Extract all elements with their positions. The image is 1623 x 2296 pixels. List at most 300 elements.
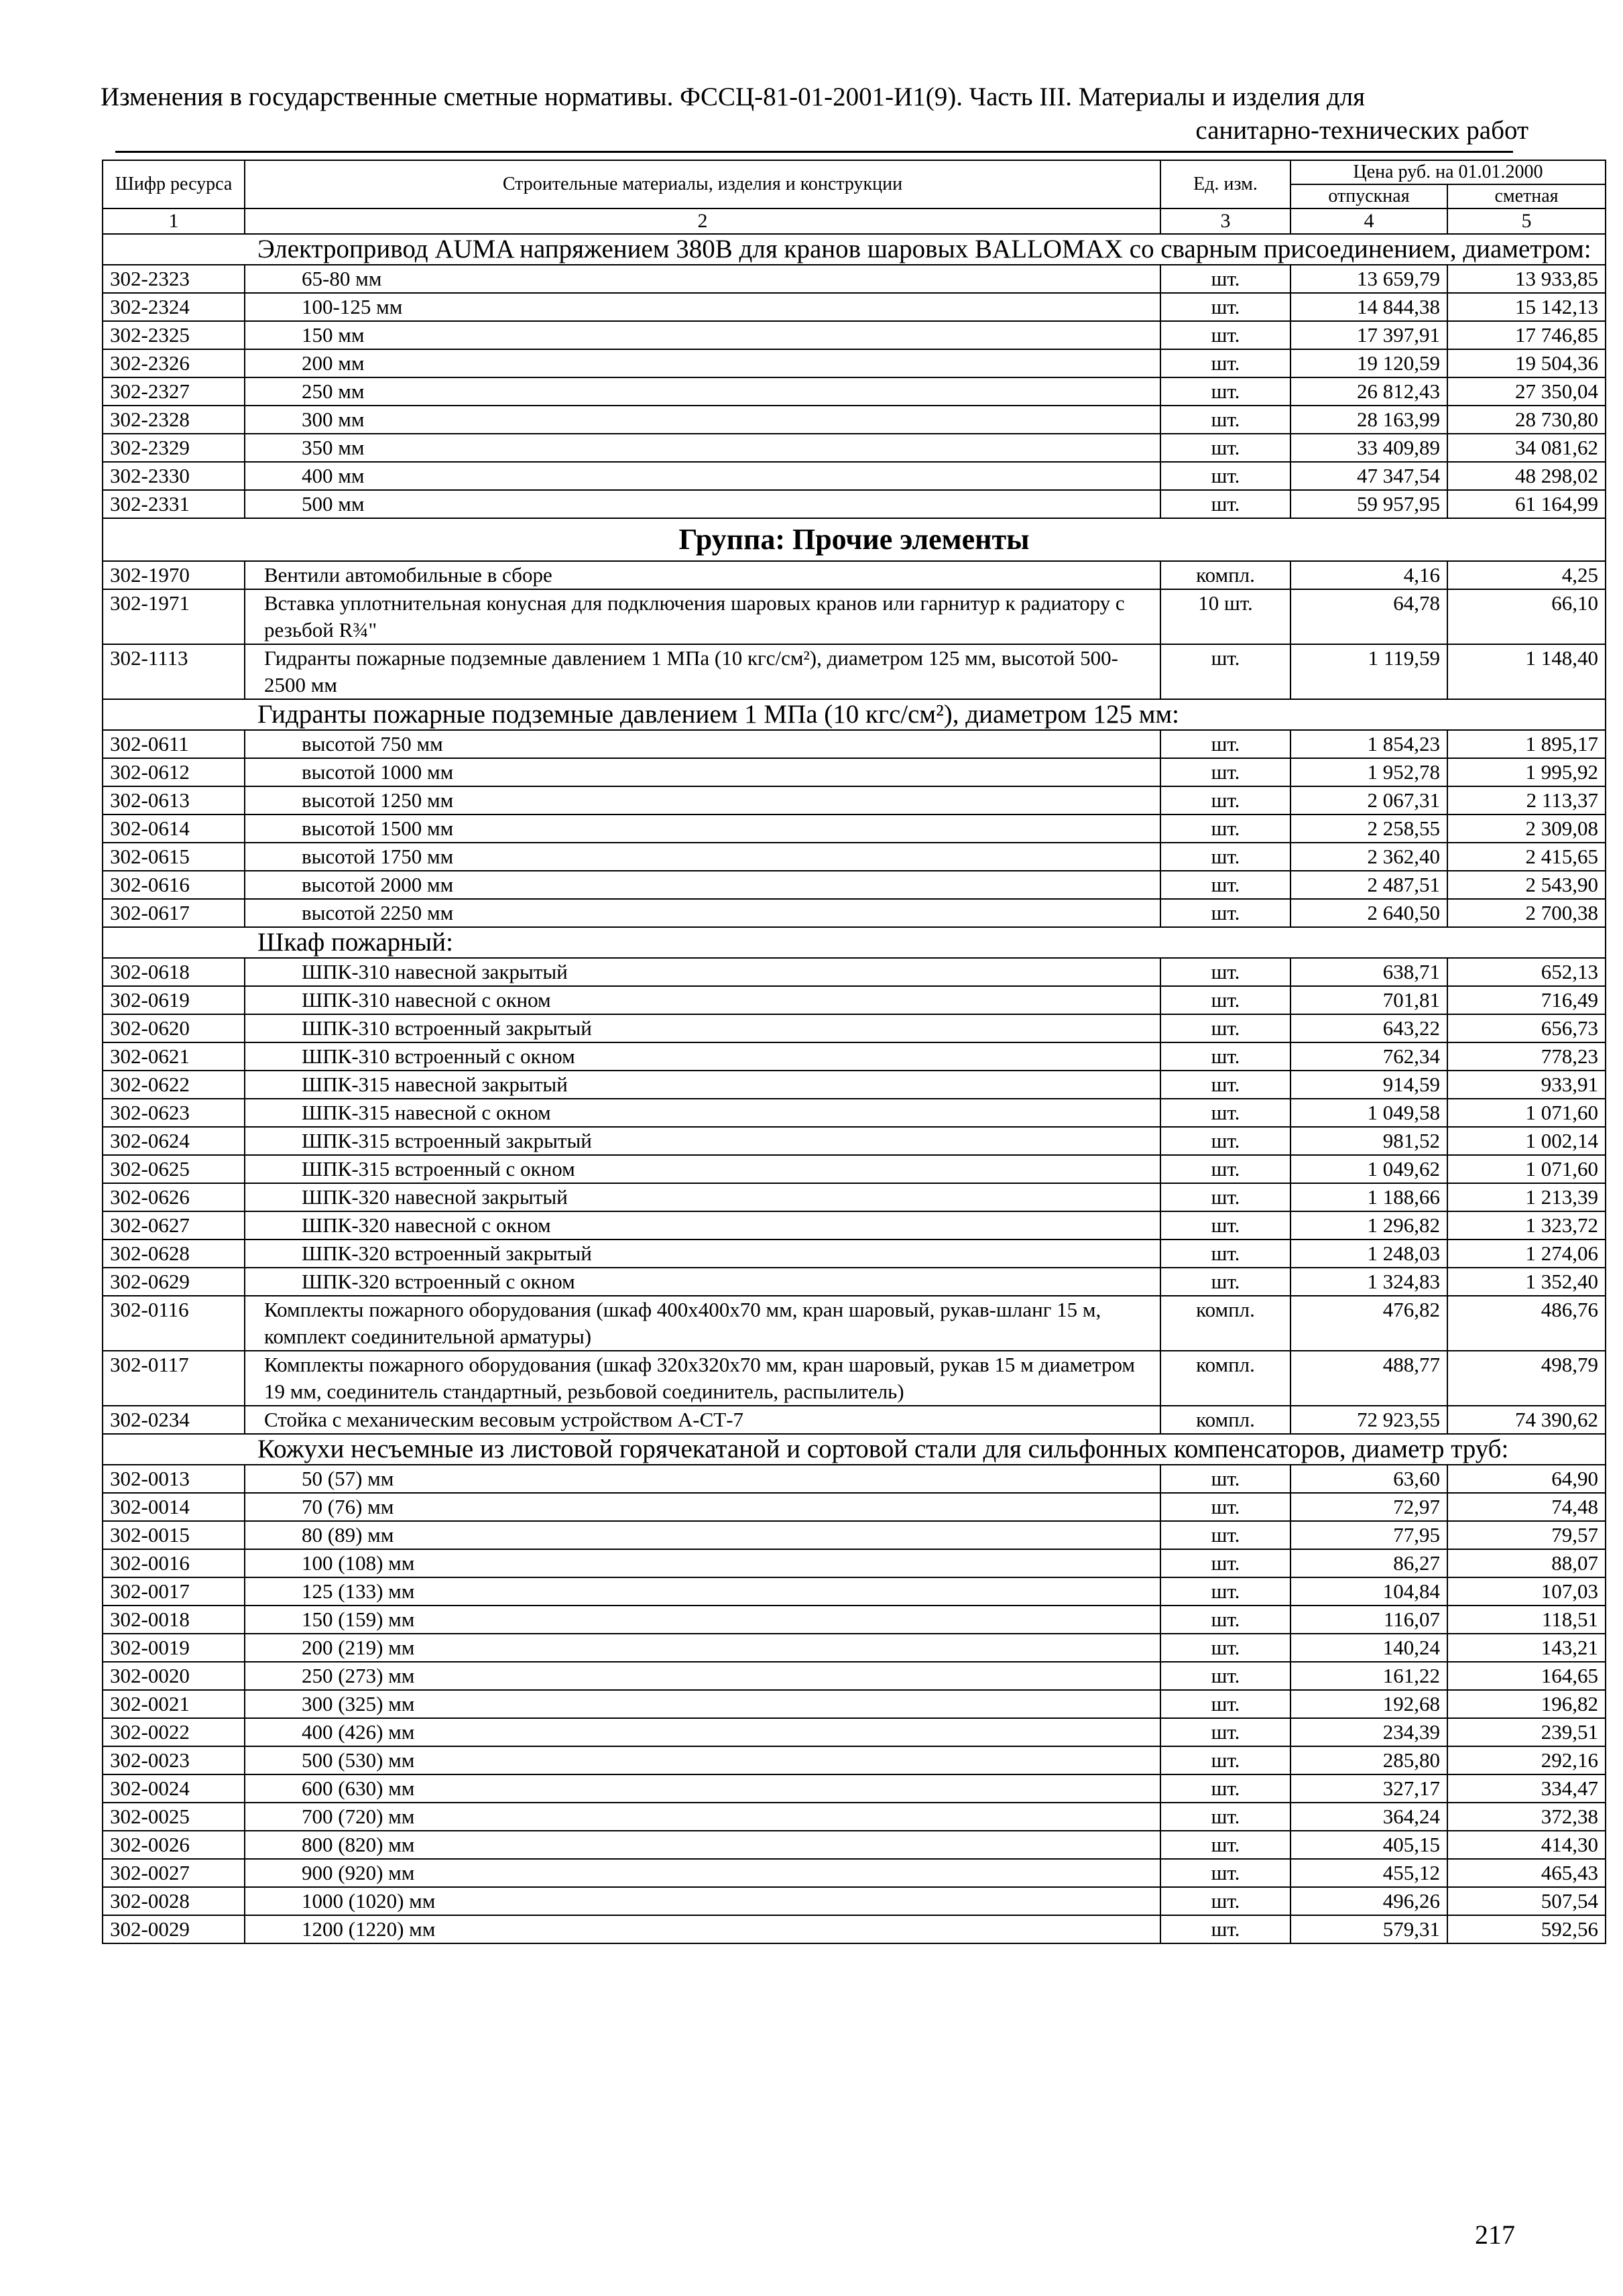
- resource-code: 302-0029: [103, 1915, 245, 1943]
- unit-of-measure: шт.: [1160, 1240, 1290, 1268]
- unit-of-measure: шт.: [1160, 1887, 1290, 1915]
- unit-of-measure: шт.: [1160, 814, 1290, 843]
- price-release: 64,78: [1290, 589, 1447, 644]
- resource-code: 302-2323: [103, 265, 245, 293]
- section-title: Электропривод AUMA напряжением 380В для кранов шаровых BALLOMAX со сварным присоединением, диаметром:: [103, 234, 1606, 265]
- price-estimate: 74,48: [1447, 1493, 1606, 1521]
- price-estimate: 74 390,62: [1447, 1406, 1606, 1434]
- price-release: 63,60: [1290, 1465, 1447, 1493]
- price-estimate: 34 081,62: [1447, 434, 1606, 462]
- unit-of-measure: шт.: [1160, 871, 1290, 899]
- material-name: 250 (273) мм: [245, 1662, 1160, 1690]
- price-release: 2 362,40: [1290, 843, 1447, 871]
- price-table-container: [102, 160, 1599, 1944]
- price-release: 914,59: [1290, 1071, 1447, 1099]
- material-name: Гидранты пожарные подземные давлением 1 МПа (10 кгс/см²), диаметром 125 мм, высотой 500-2500 мм: [245, 644, 1160, 699]
- unit-of-measure: шт.: [1160, 434, 1290, 462]
- table-row: [103, 1296, 1606, 1351]
- price-estimate: 656,73: [1447, 1014, 1606, 1042]
- price-estimate: 48 298,02: [1447, 462, 1606, 490]
- col-number-3: 3: [1160, 208, 1290, 234]
- table-row: [103, 786, 1606, 814]
- resource-code: 302-0021: [103, 1690, 245, 1718]
- table-row: [103, 1887, 1606, 1915]
- price-estimate: 2 700,38: [1447, 899, 1606, 927]
- material-name: Комплекты пожарного оборудования (шкаф 320х320х70 мм, кран шаровый, рукав 15 м диаметром 19 мм, соединитель стандартный, резьбовой соединитель, распылитель): [245, 1351, 1160, 1406]
- table-row: [103, 349, 1606, 377]
- unit-of-measure: шт.: [1160, 1606, 1290, 1634]
- material-name: 400 мм: [245, 462, 1160, 490]
- section-header-row: [103, 699, 1606, 730]
- price-release: 140,24: [1290, 1634, 1447, 1662]
- table-row: [103, 1406, 1606, 1434]
- resource-code: 302-0020: [103, 1662, 245, 1690]
- table-row: [103, 1859, 1606, 1887]
- unit-of-measure: компл.: [1160, 1406, 1290, 1434]
- resource-code: 302-0612: [103, 758, 245, 786]
- section-title: Гидранты пожарные подземные давлением 1 МПа (10 кгс/см²), диаметром 125 мм:: [103, 699, 1606, 730]
- price-estimate: 1 895,17: [1447, 730, 1606, 758]
- price-release: 72,97: [1290, 1493, 1447, 1521]
- material-name: 800 (820) мм: [245, 1831, 1160, 1859]
- resource-code: 302-0622: [103, 1071, 245, 1099]
- price-release: 4,16: [1290, 561, 1447, 589]
- price-estimate: 64,90: [1447, 1465, 1606, 1493]
- group-header-row: [103, 518, 1606, 561]
- price-release: 579,31: [1290, 1915, 1447, 1943]
- table-row: [103, 1465, 1606, 1493]
- price-release: 496,26: [1290, 1887, 1447, 1915]
- resource-code: 302-2325: [103, 321, 245, 349]
- table-row: [103, 1634, 1606, 1662]
- material-name: ШПК-320 встроенный с окном: [245, 1268, 1160, 1296]
- price-estimate: 118,51: [1447, 1606, 1606, 1634]
- price-estimate: 292,16: [1447, 1746, 1606, 1774]
- unit-of-measure: шт.: [1160, 490, 1290, 518]
- price-estimate: 1 148,40: [1447, 644, 1606, 699]
- material-name: Вставка уплотнительная конусная для подключения шаровых кранов или гарнитур к радиатору с резьбой R¾": [245, 589, 1160, 644]
- table-row: [103, 1240, 1606, 1268]
- price-estimate: 372,38: [1447, 1803, 1606, 1831]
- table-row: [103, 1746, 1606, 1774]
- resource-code: 302-0028: [103, 1887, 245, 1915]
- material-name: 200 мм: [245, 349, 1160, 377]
- price-release: 638,71: [1290, 958, 1447, 986]
- resource-code: 302-1970: [103, 561, 245, 589]
- price-release: 701,81: [1290, 986, 1447, 1014]
- page-number: 217: [1475, 2220, 1515, 2250]
- price-release: 234,39: [1290, 1718, 1447, 1746]
- table-row: [103, 1042, 1606, 1071]
- resource-code: 302-0023: [103, 1746, 245, 1774]
- table-row: [103, 1014, 1606, 1042]
- unit-of-measure: шт.: [1160, 1521, 1290, 1549]
- material-name: 100-125 мм: [245, 293, 1160, 321]
- price-estimate: 164,65: [1447, 1662, 1606, 1690]
- col-header-name: Строительные материалы, изделия и конструкции: [245, 160, 1160, 208]
- material-name: ШПК-315 навесной закрытый: [245, 1071, 1160, 1099]
- unit-of-measure: шт.: [1160, 730, 1290, 758]
- material-name: 1200 (1220) мм: [245, 1915, 1160, 1943]
- material-name: 300 мм: [245, 406, 1160, 434]
- price-estimate: 27 350,04: [1447, 377, 1606, 406]
- resource-code: 302-2329: [103, 434, 245, 462]
- unit-of-measure: шт.: [1160, 462, 1290, 490]
- unit-of-measure: шт.: [1160, 1634, 1290, 1662]
- unit-of-measure: компл.: [1160, 1296, 1290, 1351]
- material-name: 600 (630) мм: [245, 1774, 1160, 1803]
- resource-code: 302-0013: [103, 1465, 245, 1493]
- unit-of-measure: шт.: [1160, 1014, 1290, 1042]
- material-name: 350 мм: [245, 434, 1160, 462]
- resource-code: 302-0625: [103, 1155, 245, 1183]
- header-divider: [115, 151, 1513, 153]
- table-row: [103, 1577, 1606, 1606]
- section-title: Шкаф пожарный:: [103, 927, 1606, 958]
- unit-of-measure: шт.: [1160, 265, 1290, 293]
- table-row: [103, 490, 1606, 518]
- price-estimate: 4,25: [1447, 561, 1606, 589]
- price-release: 19 120,59: [1290, 349, 1447, 377]
- material-name: Вентили автомобильные в сборе: [245, 561, 1160, 589]
- material-name: высотой 2250 мм: [245, 899, 1160, 927]
- price-estimate: 486,76: [1447, 1296, 1606, 1351]
- price-release: 14 844,38: [1290, 293, 1447, 321]
- resource-code: 302-0019: [103, 1634, 245, 1662]
- unit-of-measure: шт.: [1160, 644, 1290, 699]
- table-row: [103, 814, 1606, 843]
- unit-of-measure: шт.: [1160, 1268, 1290, 1296]
- table-row: [103, 462, 1606, 490]
- unit-of-measure: шт.: [1160, 1774, 1290, 1803]
- unit-of-measure: компл.: [1160, 1351, 1290, 1406]
- material-name: 100 (108) мм: [245, 1549, 1160, 1577]
- price-release: 1 854,23: [1290, 730, 1447, 758]
- material-name: 900 (920) мм: [245, 1859, 1160, 1887]
- resource-code: 302-0628: [103, 1240, 245, 1268]
- resource-code: 302-0629: [103, 1268, 245, 1296]
- unit-of-measure: шт.: [1160, 843, 1290, 871]
- unit-of-measure: шт.: [1160, 986, 1290, 1014]
- price-release: 47 347,54: [1290, 462, 1447, 490]
- unit-of-measure: шт.: [1160, 321, 1290, 349]
- price-estimate: 2 543,90: [1447, 871, 1606, 899]
- table-row: [103, 1831, 1606, 1859]
- price-estimate: 2 113,37: [1447, 786, 1606, 814]
- resource-code: 302-0618: [103, 958, 245, 986]
- price-estimate: 1 995,92: [1447, 758, 1606, 786]
- price-estimate: 79,57: [1447, 1521, 1606, 1549]
- price-release: 116,07: [1290, 1606, 1447, 1634]
- resource-code: 302-0027: [103, 1859, 245, 1887]
- price-estimate: 778,23: [1447, 1042, 1606, 1071]
- price-estimate: 1 213,39: [1447, 1183, 1606, 1211]
- resource-code: 302-0022: [103, 1718, 245, 1746]
- unit-of-measure: шт.: [1160, 1071, 1290, 1099]
- price-release: 17 397,91: [1290, 321, 1447, 349]
- table-row: [103, 589, 1606, 644]
- price-release: 455,12: [1290, 1859, 1447, 1887]
- resource-code: 302-2326: [103, 349, 245, 377]
- unit-of-measure: шт.: [1160, 1211, 1290, 1240]
- price-release: 405,15: [1290, 1831, 1447, 1859]
- unit-of-measure: шт.: [1160, 1099, 1290, 1127]
- table-row: [103, 1915, 1606, 1943]
- price-release: 1 119,59: [1290, 644, 1447, 699]
- col-header-price-group: Цена руб. на 01.01.2000: [1290, 160, 1606, 184]
- price-estimate: 143,21: [1447, 1634, 1606, 1662]
- material-name: 500 (530) мм: [245, 1746, 1160, 1774]
- material-name: 70 (76) мм: [245, 1493, 1160, 1521]
- table-row: [103, 1549, 1606, 1577]
- material-name: 80 (89) мм: [245, 1521, 1160, 1549]
- price-estimate: 13 933,85: [1447, 265, 1606, 293]
- table-header: [103, 160, 1606, 234]
- price-estimate: 507,54: [1447, 1887, 1606, 1915]
- resource-code: 302-0024: [103, 1774, 245, 1803]
- section-header-row: [103, 1434, 1606, 1465]
- resource-code: 302-0616: [103, 871, 245, 899]
- unit-of-measure: шт.: [1160, 1803, 1290, 1831]
- unit-of-measure: шт.: [1160, 1549, 1290, 1577]
- price-release: 104,84: [1290, 1577, 1447, 1606]
- price-release: 1 248,03: [1290, 1240, 1447, 1268]
- material-name: высотой 1250 мм: [245, 786, 1160, 814]
- resource-code: 302-2327: [103, 377, 245, 406]
- resource-code: 302-0018: [103, 1606, 245, 1634]
- material-name: Стойка с механическим весовым устройством А-СТ-7: [245, 1406, 1160, 1434]
- price-estimate: 196,82: [1447, 1690, 1606, 1718]
- price-estimate: 1 323,72: [1447, 1211, 1606, 1240]
- page-header: [101, 80, 1528, 147]
- material-name: высотой 750 мм: [245, 730, 1160, 758]
- unit-of-measure: шт.: [1160, 1718, 1290, 1746]
- price-estimate: 61 164,99: [1447, 490, 1606, 518]
- unit-of-measure: шт.: [1160, 758, 1290, 786]
- resource-code: 302-2330: [103, 462, 245, 490]
- resource-code: 302-0016: [103, 1549, 245, 1577]
- price-estimate: 239,51: [1447, 1718, 1606, 1746]
- table-row: [103, 958, 1606, 986]
- material-name: 200 (219) мм: [245, 1634, 1160, 1662]
- unit-of-measure: шт.: [1160, 1127, 1290, 1155]
- header-title-line2: санитарно-технических работ: [1195, 116, 1528, 145]
- resource-code: 302-2324: [103, 293, 245, 321]
- price-estimate: 88,07: [1447, 1549, 1606, 1577]
- resource-code: 302-0014: [103, 1493, 245, 1521]
- price-estimate: 414,30: [1447, 1831, 1606, 1859]
- col-header-price-estimate: сметная: [1447, 184, 1606, 208]
- resource-code: 302-1971: [103, 589, 245, 644]
- unit-of-measure: шт.: [1160, 406, 1290, 434]
- material-name: 300 (325) мм: [245, 1690, 1160, 1718]
- price-table: [102, 160, 1606, 1944]
- price-release: 2 067,31: [1290, 786, 1447, 814]
- material-name: 50 (57) мм: [245, 1465, 1160, 1493]
- price-release: 327,17: [1290, 1774, 1447, 1803]
- unit-of-measure: шт.: [1160, 1915, 1290, 1943]
- table-row: [103, 293, 1606, 321]
- price-estimate: 1 071,60: [1447, 1155, 1606, 1183]
- price-release: 86,27: [1290, 1549, 1447, 1577]
- col-number-1: 1: [103, 208, 245, 234]
- material-name: ШПК-310 встроенный с окном: [245, 1042, 1160, 1071]
- table-row: [103, 871, 1606, 899]
- resource-code: 302-2328: [103, 406, 245, 434]
- table-row: [103, 1099, 1606, 1127]
- material-name: ШПК-310 навесной закрытый: [245, 958, 1160, 986]
- price-release: 1 049,62: [1290, 1155, 1447, 1183]
- unit-of-measure: шт.: [1160, 1831, 1290, 1859]
- table-row: [103, 406, 1606, 434]
- table-row: [103, 1662, 1606, 1690]
- resource-code: 302-1113: [103, 644, 245, 699]
- price-release: 72 923,55: [1290, 1406, 1447, 1434]
- resource-code: 302-0624: [103, 1127, 245, 1155]
- price-estimate: 1 352,40: [1447, 1268, 1606, 1296]
- unit-of-measure: компл.: [1160, 561, 1290, 589]
- price-estimate: 465,43: [1447, 1859, 1606, 1887]
- price-estimate: 28 730,80: [1447, 406, 1606, 434]
- material-name: ШПК-320 встроенный закрытый: [245, 1240, 1160, 1268]
- unit-of-measure: шт.: [1160, 1662, 1290, 1690]
- resource-code: 302-0015: [103, 1521, 245, 1549]
- table-row: [103, 758, 1606, 786]
- material-name: 150 (159) мм: [245, 1606, 1160, 1634]
- price-estimate: 1 274,06: [1447, 1240, 1606, 1268]
- material-name: Комплекты пожарного оборудования (шкаф 400х400х70 мм, кран шаровый, рукав-шланг 15 м, комплект соединительной арматуры): [245, 1296, 1160, 1351]
- resource-code: 302-0627: [103, 1211, 245, 1240]
- price-estimate: 716,49: [1447, 986, 1606, 1014]
- material-name: 250 мм: [245, 377, 1160, 406]
- group-title: Группа: Прочие элементы: [103, 518, 1606, 561]
- resource-code: 302-0117: [103, 1351, 245, 1406]
- unit-of-measure: шт.: [1160, 1465, 1290, 1493]
- price-release: 2 487,51: [1290, 871, 1447, 899]
- price-estimate: 1 071,60: [1447, 1099, 1606, 1127]
- unit-of-measure: шт.: [1160, 1690, 1290, 1718]
- price-release: 13 659,79: [1290, 265, 1447, 293]
- price-release: 364,24: [1290, 1803, 1447, 1831]
- price-estimate: 334,47: [1447, 1774, 1606, 1803]
- price-estimate: 2 309,08: [1447, 814, 1606, 843]
- price-estimate: 592,56: [1447, 1915, 1606, 1943]
- price-release: 33 409,89: [1290, 434, 1447, 462]
- table-row: [103, 1071, 1606, 1099]
- price-estimate: 66,10: [1447, 589, 1606, 644]
- material-name: ШПК-315 навесной с окном: [245, 1099, 1160, 1127]
- material-name: 400 (426) мм: [245, 1718, 1160, 1746]
- price-release: 77,95: [1290, 1521, 1447, 1549]
- table-row: [103, 1493, 1606, 1521]
- price-release: 26 812,43: [1290, 377, 1447, 406]
- table-row: [103, 843, 1606, 871]
- price-estimate: 15 142,13: [1447, 293, 1606, 321]
- material-name: ШПК-320 навесной с окном: [245, 1211, 1160, 1240]
- price-release: 643,22: [1290, 1014, 1447, 1042]
- material-name: 500 мм: [245, 490, 1160, 518]
- material-name: 1000 (1020) мм: [245, 1887, 1160, 1915]
- unit-of-measure: шт.: [1160, 958, 1290, 986]
- price-estimate: 498,79: [1447, 1351, 1606, 1406]
- table-row: [103, 1127, 1606, 1155]
- resource-code: 302-0617: [103, 899, 245, 927]
- unit-of-measure: шт.: [1160, 349, 1290, 377]
- material-name: ШПК-320 навесной закрытый: [245, 1183, 1160, 1211]
- table-row: [103, 1211, 1606, 1240]
- section-header-row: [103, 927, 1606, 958]
- price-estimate: 1 002,14: [1447, 1127, 1606, 1155]
- table-row: [103, 1690, 1606, 1718]
- price-release: 285,80: [1290, 1746, 1447, 1774]
- resource-code: 302-0025: [103, 1803, 245, 1831]
- col-number-2: 2: [245, 208, 1160, 234]
- section-header-row: [103, 234, 1606, 265]
- unit-of-measure: шт.: [1160, 1493, 1290, 1521]
- table-row: [103, 1774, 1606, 1803]
- table-row: [103, 1606, 1606, 1634]
- price-release: 981,52: [1290, 1127, 1447, 1155]
- resource-code: 302-0614: [103, 814, 245, 843]
- table-row: [103, 1268, 1606, 1296]
- table-row: [103, 265, 1606, 293]
- table-row: [103, 1521, 1606, 1549]
- price-release: 161,22: [1290, 1662, 1447, 1690]
- resource-code: 302-0026: [103, 1831, 245, 1859]
- price-release: 2 258,55: [1290, 814, 1447, 843]
- col-number-5: 5: [1447, 208, 1606, 234]
- unit-of-measure: шт.: [1160, 899, 1290, 927]
- price-release: 1 049,58: [1290, 1099, 1447, 1127]
- price-release: 1 188,66: [1290, 1183, 1447, 1211]
- table-row: [103, 321, 1606, 349]
- table-row: [103, 1718, 1606, 1746]
- price-release: 28 163,99: [1290, 406, 1447, 434]
- col-number-4: 4: [1290, 208, 1447, 234]
- table-row: [103, 1803, 1606, 1831]
- resource-code: 302-0615: [103, 843, 245, 871]
- resource-code: 302-0017: [103, 1577, 245, 1606]
- price-release: 762,34: [1290, 1042, 1447, 1071]
- price-estimate: 933,91: [1447, 1071, 1606, 1099]
- unit-of-measure: шт.: [1160, 1577, 1290, 1606]
- material-name: ШПК-315 встроенный с окном: [245, 1155, 1160, 1183]
- header-title-line1: Изменения в государственные сметные нормативы. ФССЦ-81-01-2001-И1(9). Часть III. Материалы и изделия для: [101, 82, 1366, 111]
- price-release: 1 296,82: [1290, 1211, 1447, 1240]
- resource-code: 302-0234: [103, 1406, 245, 1434]
- resource-code: 302-0613: [103, 786, 245, 814]
- price-release: 476,82: [1290, 1296, 1447, 1351]
- material-name: ШПК-310 встроенный закрытый: [245, 1014, 1160, 1042]
- material-name: 125 (133) мм: [245, 1577, 1160, 1606]
- material-name: высотой 1750 мм: [245, 843, 1160, 871]
- unit-of-measure: шт.: [1160, 377, 1290, 406]
- material-name: ШПК-310 навесной с окном: [245, 986, 1160, 1014]
- resource-code: 302-0116: [103, 1296, 245, 1351]
- col-header-unit: Ед. изм.: [1160, 160, 1290, 208]
- unit-of-measure: шт.: [1160, 786, 1290, 814]
- price-estimate: 2 415,65: [1447, 843, 1606, 871]
- resource-code: 302-0626: [103, 1183, 245, 1211]
- table-row: [103, 561, 1606, 589]
- table-row: [103, 434, 1606, 462]
- resource-code: 302-0611: [103, 730, 245, 758]
- resource-code: 302-0621: [103, 1042, 245, 1071]
- table-row: [103, 986, 1606, 1014]
- price-estimate: 652,13: [1447, 958, 1606, 986]
- material-name: высотой 1000 мм: [245, 758, 1160, 786]
- unit-of-measure: шт.: [1160, 1183, 1290, 1211]
